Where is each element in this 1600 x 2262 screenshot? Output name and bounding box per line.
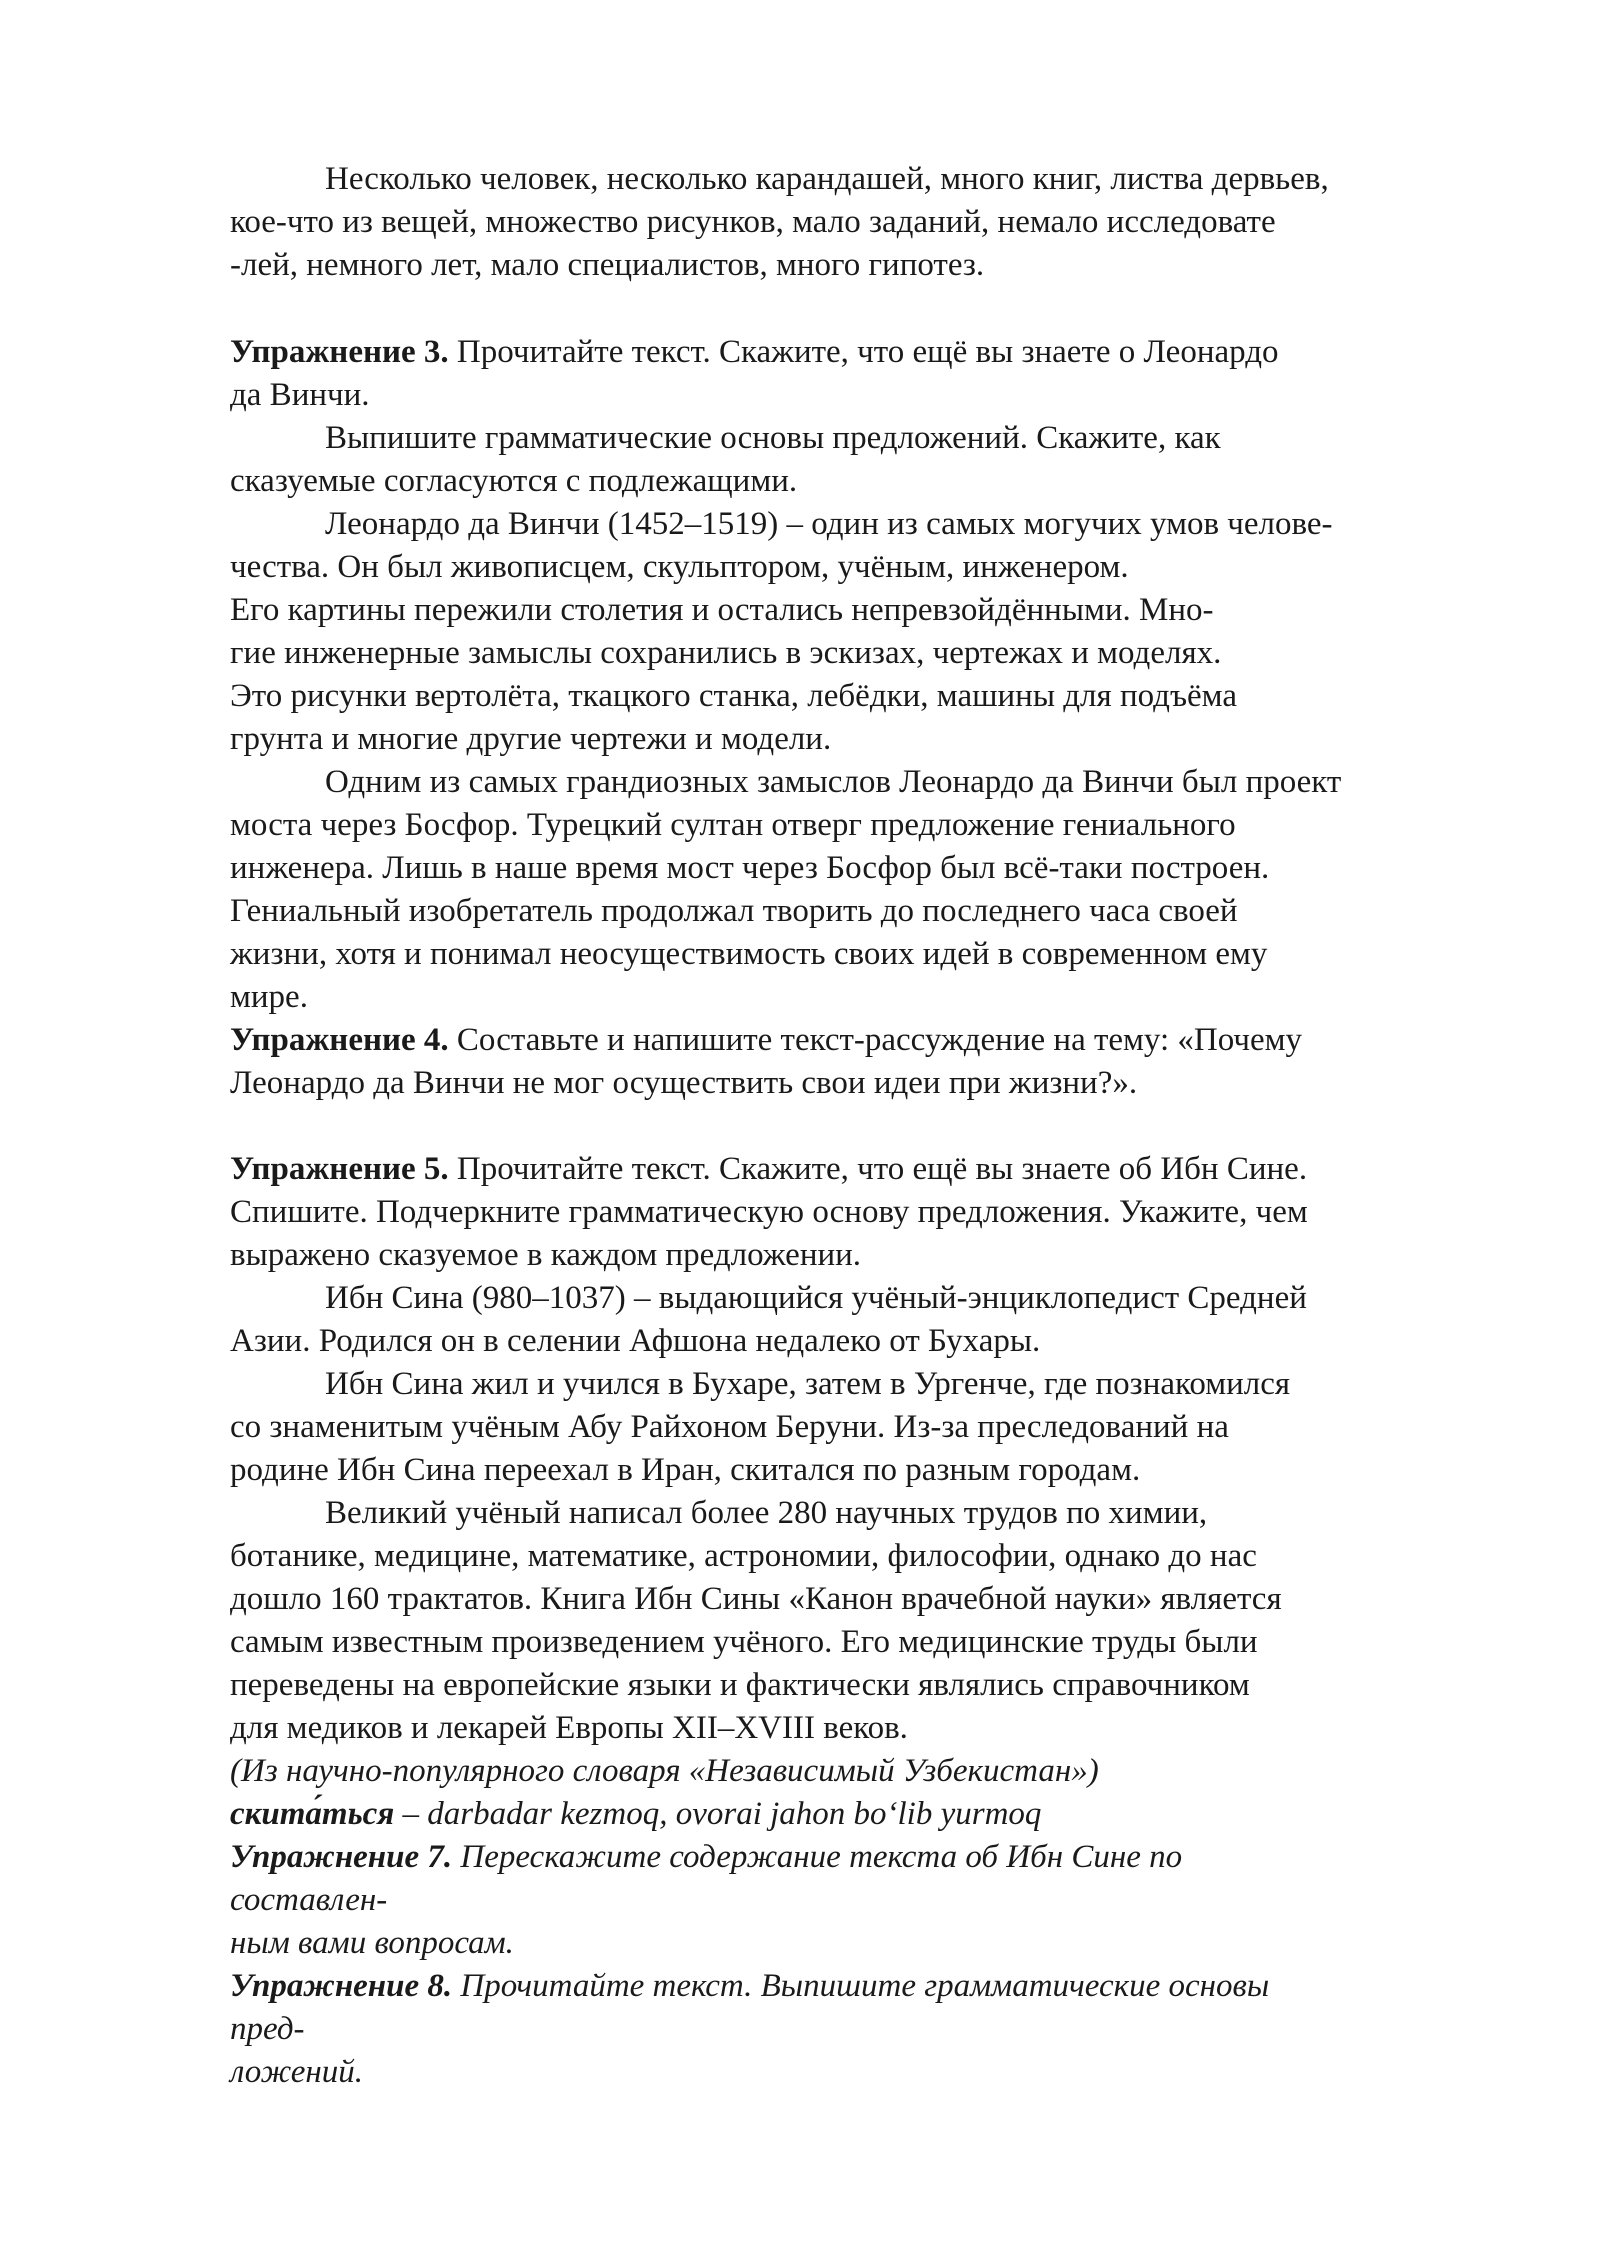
exercise-4-heading (230, 1024, 1302, 1057)
paragraph-line: для медиков и лекарей Европы XII–XVIII веков. (230, 1710, 908, 1746)
exercise-label: Упражнение 7. (230, 1839, 453, 1875)
glossary-entry (230, 1798, 1041, 1831)
paragraph-line: жизни, хотя и понимал неосуществимость своих идей в современном ему (230, 936, 1268, 972)
paragraph-line: Его картины пережили столетия и остались непревзойдёнными. Мно- (230, 592, 1214, 628)
exercise-8-heading (230, 1970, 1269, 2003)
paragraph-line: Азии. Родился он в селении Афшона недалеко от Бухары. (230, 1323, 1041, 1359)
paragraph-line: Одним из самых грандиозных замыслов Леонардо да Винчи был проект (325, 764, 1342, 800)
paragraph-line: ложений. (230, 2054, 363, 2090)
paragraph-line: сказуемые согласуются с подлежащими. (230, 463, 798, 499)
exercise-5-heading (230, 1153, 1307, 1186)
exercise-text: Перескажите содержание текста об Ибн Сине по (452, 1839, 1183, 1875)
paragraph-line: Ибн Сина жил и учился в Бухаре, затем в Ургенче, где познакомился (325, 1366, 1291, 1402)
paragraph-line: чества. Он был живописцем, скульптором, учёным, инженером. (230, 549, 1129, 585)
paragraph-line: самым известным произведением учёного. Его медицинские труды были (230, 1624, 1258, 1660)
exercise-text: Прочитайте текст. Выпишите грамматические основы (452, 1968, 1270, 2004)
paragraph-line: со знаменитым учёным Абу Райхоном Беруни. Из-за преследований на (230, 1409, 1229, 1445)
exercise-label: Упражнение 4. (230, 1022, 449, 1058)
paragraph-line: моста через Босфор. Турецкий султан отверг предложение гениального (230, 807, 1236, 843)
exercise-label: Упражнение 5. (230, 1151, 449, 1187)
paragraph-line: выражено сказуемое в каждом предложении. (230, 1237, 862, 1273)
exercise-label: Упражнение 8. (230, 1968, 453, 2004)
exercise-3-heading (230, 336, 1279, 369)
glossary-translation: – darbadar kezmoq, ovorai jahon bo‘lib yurmoq (394, 1796, 1042, 1832)
exercise-text: Прочитайте текст. Скажите, что ещё вы знаете об Ибн Сине. (448, 1151, 1308, 1187)
paragraph-line: гие инженерные замыслы сохранились в эскизах, чертежах и моделях. (230, 635, 1222, 671)
paragraph-line: Гениальный изобретатель продолжал творить до последнего часа своей (230, 893, 1238, 929)
paragraph-line: -лей, немного лет, мало специалистов, много гипотез. (230, 247, 985, 283)
paragraph-line: грунта и многие другие чертежи и модели. (230, 721, 832, 757)
paragraph-line: инженера. Лишь в наше время мост через Босфор был всё-таки построен. (230, 850, 1270, 886)
paragraph-line: Ибн Сина (980–1037) – выдающийся учёный-энциклопедист Средней (325, 1280, 1307, 1316)
exercise-7-heading (230, 1841, 1182, 1874)
paragraph-line: Леонардо да Винчи не мог осуществить свои идеи при жизни?». (230, 1065, 1138, 1101)
glossary-term: скита́ться (230, 1796, 395, 1832)
paragraph-line: Леонардо да Винчи (1452–1519) – один из самых могучих умов челове- (325, 506, 1333, 542)
exercise-text: Прочитайте текст. Скажите, что ещё вы знаете о Леонардо (448, 334, 1279, 370)
paragraph-line: переведены на европейские языки и фактически являлись справочником (230, 1667, 1250, 1703)
paragraph-line: родине Ибн Сина переехал в Иран, скитался по разным городам. (230, 1452, 1141, 1488)
source-citation: (Из научно-популярного словаря «Независимый Узбекистан») (230, 1753, 1099, 1789)
paragraph-line: составлен- (230, 1882, 388, 1918)
paragraph-line: Несколько человек, несколько карандашей, много книг, листва дервьев, (325, 161, 1329, 197)
paragraph-line: пред- (230, 2011, 305, 2047)
paragraph-line: кое-что из вещей, множество рисунков, мало заданий, немало исследовате (230, 204, 1276, 240)
paragraph-line: да Винчи. (230, 377, 370, 413)
paragraph-line: Спишите. Подчеркните грамматическую основу предложения. Укажите, чем (230, 1194, 1308, 1230)
paragraph-line: ным вами вопросам. (230, 1925, 514, 1961)
paragraph-line: дошло 160 трактатов. Книга Ибн Сины «Канон врачебной науки» является (230, 1581, 1282, 1617)
paragraph-line: Великий учёный написал более 280 научных трудов по химии, (325, 1495, 1208, 1531)
paragraph-line: мире. (230, 979, 308, 1015)
exercise-text: Составьте и напишите текст-рассуждение на тему: «Почему (448, 1022, 1302, 1058)
exercise-label: Упражнение 3. (230, 334, 449, 370)
paragraph-line: Это рисунки вертолёта, ткацкого станка, лебёдки, машины для подъёма (230, 678, 1237, 714)
paragraph-line: ботанике, медицине, математике, астрономии, философии, однако до нас (230, 1538, 1257, 1574)
paragraph-line: Выпишите грамматические основы предложений. Скажите, как (325, 420, 1221, 456)
